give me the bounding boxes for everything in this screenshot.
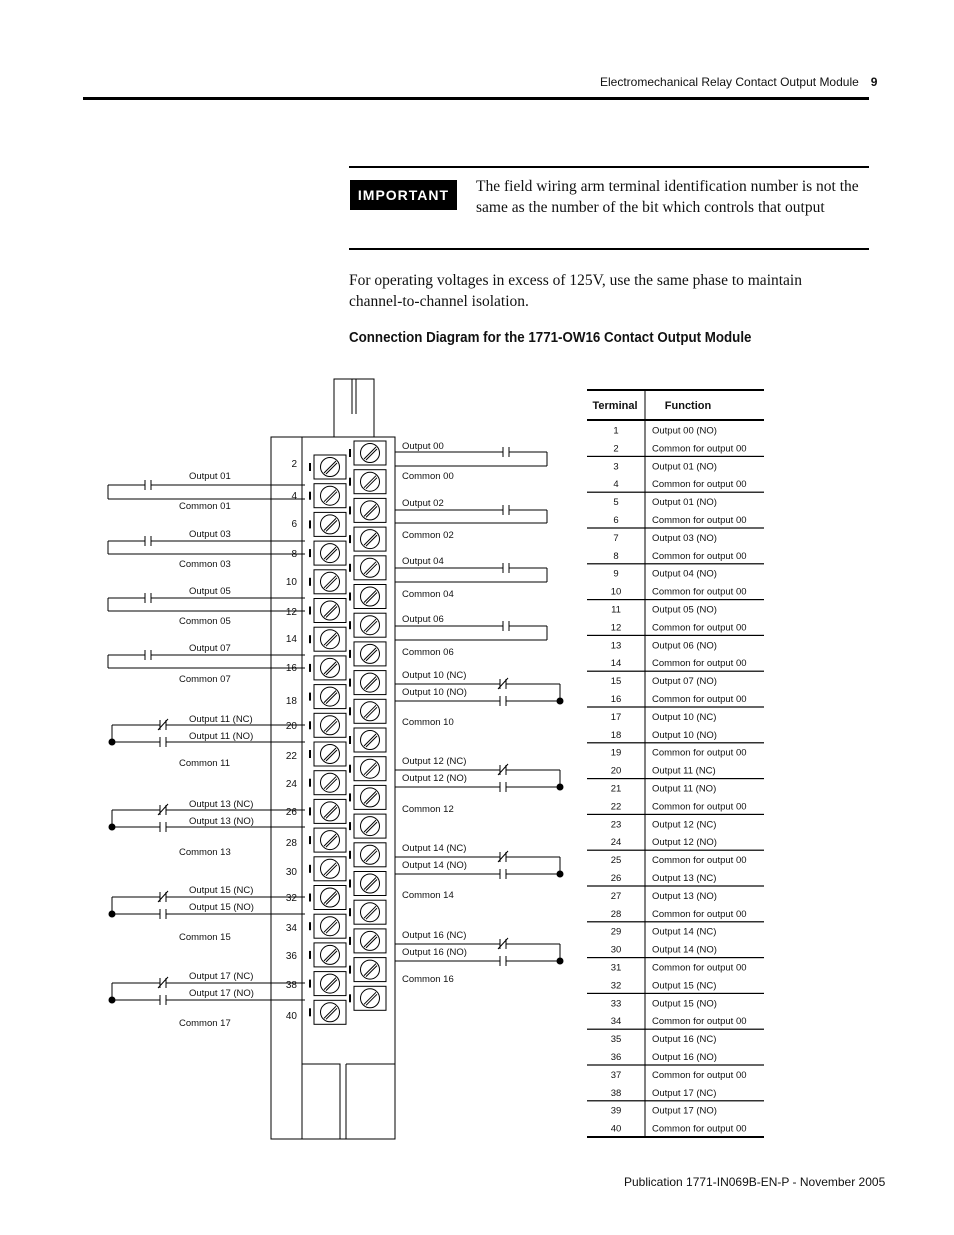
left-screw-slot	[326, 922, 337, 933]
table-cell-terminal: 19	[610, 747, 622, 759]
left-screw-slot	[324, 920, 336, 932]
table-cell-function: Output 17 (NO)	[652, 1105, 717, 1117]
left-screw-slot	[324, 1006, 336, 1018]
right-screw-slot	[364, 849, 376, 861]
left-common-label: Common 17	[179, 1018, 231, 1029]
left-nc-label: Output 11 (NC)	[189, 714, 253, 725]
left-screw-slot	[326, 520, 337, 531]
left-common-label: Common 01	[179, 501, 231, 512]
table-cell-function: Output 11 (NO)	[652, 783, 717, 795]
right-output-label: Output 00	[402, 441, 444, 452]
left-nc-label: Output 17 (NC)	[189, 971, 254, 982]
table-row-rule	[587, 527, 764, 528]
left-screw-slot	[326, 779, 337, 790]
table-cell-function: Output 12 (NO)	[652, 837, 717, 849]
right-screw-slot	[364, 763, 376, 775]
table-cell-terminal: 34	[610, 1016, 622, 1028]
table-row-rule	[587, 671, 764, 672]
left-screw-slot	[324, 691, 336, 703]
table-cell-terminal: 3	[613, 461, 619, 473]
table-cell-terminal: 9	[613, 568, 619, 580]
left-screw-slot	[324, 719, 336, 731]
right-screw-slot	[366, 765, 377, 776]
table-row-rule	[587, 492, 764, 493]
left-screw-slot	[324, 605, 336, 617]
table-cell-terminal: 16	[610, 693, 622, 705]
table-cell-terminal: 35	[610, 1034, 622, 1046]
left-screw-slot	[324, 576, 336, 588]
table-cell-function: Common for output 00	[652, 1123, 747, 1135]
table-cell-function: Common for output 00	[652, 1016, 747, 1028]
right-common-label: Common 02	[402, 530, 454, 541]
table-row-rule	[587, 993, 764, 994]
table-cell-function: Common for output 00	[652, 1069, 747, 1081]
left-screw-slot	[326, 721, 337, 732]
right-common-label: Common 16	[402, 974, 454, 985]
right-screw-slot	[364, 734, 376, 746]
right-common-label: Common 10	[402, 717, 454, 728]
wiring-arm-latch	[334, 379, 374, 437]
left-screw-slot	[326, 463, 337, 474]
right-no-label: Output 12 (NO)	[402, 773, 467, 784]
table-cell-function: Common for output 00	[652, 658, 747, 670]
right-nc-label: Output 10 (NC)	[402, 670, 467, 681]
right-screw-slot	[364, 447, 376, 459]
table-cell-terminal: 20	[610, 765, 622, 777]
table-row-rule	[587, 456, 764, 457]
table-row-rule	[587, 1029, 764, 1030]
table-cell-terminal: 2	[613, 443, 619, 455]
table-cell-function: Common for output 00	[652, 747, 747, 759]
right-screw-slot	[366, 966, 377, 977]
table-cell-terminal: 31	[610, 962, 622, 974]
left-common-label: Common 03	[179, 559, 231, 570]
terminal-number: 32	[285, 893, 297, 904]
left-screw-slot	[326, 549, 337, 560]
section-title: Electromechanical Relay Contact Output Module	[600, 75, 859, 89]
right-screw-slot	[364, 562, 376, 574]
table-cell-function: Common for output 00	[652, 550, 747, 562]
table-cell-function: Output 17 (NC)	[652, 1087, 717, 1099]
left-screw-slot	[326, 894, 337, 905]
right-nc-label: Output 12 (NC)	[402, 756, 467, 767]
table-cell-terminal: 4	[613, 479, 619, 491]
left-screw-slot	[324, 949, 336, 961]
terminal-number: 38	[285, 980, 297, 991]
table-header-terminal: Terminal	[592, 400, 638, 412]
table-cell-terminal: 29	[610, 926, 622, 938]
table-cell-function: Output 15 (NO)	[652, 998, 717, 1010]
table-cell-terminal: 12	[610, 622, 622, 634]
table-cell-terminal: 38	[610, 1087, 622, 1099]
table-cell-function: Output 14 (NO)	[652, 944, 717, 956]
left-output-label: Output 01	[189, 471, 231, 482]
right-screw-slot	[364, 504, 376, 516]
table-row-rule	[587, 635, 764, 636]
left-common-label: Common 13	[179, 847, 231, 858]
table-cell-terminal: 26	[610, 872, 622, 884]
table-cell-function: Output 10 (NO)	[652, 729, 717, 741]
left-screw-slot	[324, 748, 336, 760]
left-screw-slot	[326, 750, 337, 761]
right-screw-slot	[366, 793, 377, 804]
terminal-number: 26	[285, 807, 297, 818]
right-screw-slot	[366, 822, 377, 833]
table-cell-function: Common for output 00	[652, 908, 747, 920]
table-cell-function: Common for output 00	[652, 855, 747, 867]
right-screw-slot	[366, 564, 377, 575]
terminal-number: 12	[285, 607, 297, 618]
right-screw-slot	[364, 791, 376, 803]
table-cell-terminal: 28	[610, 908, 622, 920]
left-screw-slot	[324, 461, 336, 473]
table-header-function: Function	[664, 400, 712, 412]
left-screw-slot	[326, 664, 337, 675]
table-cell-terminal: 22	[610, 801, 622, 813]
terminal-number: 4	[291, 491, 297, 502]
table-row-rule	[587, 957, 764, 958]
left-screw-slot	[324, 518, 336, 530]
table-cell-terminal: 27	[610, 890, 622, 902]
table-row-rule	[587, 706, 764, 707]
right-output-label: Output 02	[402, 498, 444, 509]
right-screw-slot	[366, 506, 377, 517]
right-screw-slot	[366, 449, 377, 460]
right-screw-slot	[364, 878, 376, 890]
right-common-label: Common 04	[402, 589, 454, 600]
table-bottom-rule	[587, 1136, 764, 1138]
right-output-label: Output 06	[402, 614, 444, 625]
table-cell-function: Common for output 00	[652, 693, 747, 705]
left-output-label: Output 07	[189, 643, 231, 654]
right-screw-slot	[364, 992, 376, 1004]
table-cell-terminal: 32	[610, 980, 622, 992]
table-cell-terminal: 21	[610, 783, 622, 795]
important-text: The field wiring arm terminal identification number is not the same as the number of the bit which controls that output	[476, 178, 859, 216]
left-screw-slot	[326, 693, 337, 704]
right-screw-slot	[364, 648, 376, 660]
right-screw-slot	[364, 533, 376, 545]
left-nc-label: Output 13 (NC)	[189, 799, 254, 810]
right-screw-slot	[366, 650, 377, 661]
left-screw-slot	[324, 633, 336, 645]
right-screw-slot	[364, 705, 376, 717]
table-cell-terminal: 36	[610, 1051, 622, 1063]
right-common-label: Common 14	[402, 890, 454, 901]
table-cell-terminal: 25	[610, 855, 622, 867]
right-screw-slot	[364, 820, 376, 832]
page-number: 9	[870, 75, 878, 89]
left-no-label: Output 17 (NO)	[189, 988, 254, 999]
right-screw-slot	[364, 476, 376, 488]
right-common-label: Common 00	[402, 471, 454, 482]
left-screw-slot	[326, 607, 337, 618]
left-screw-slot	[326, 635, 337, 646]
table-cell-terminal: 24	[610, 837, 622, 849]
terminal-number: 16	[285, 663, 297, 674]
table-cell-terminal: 7	[613, 532, 619, 544]
right-no-label: Output 16 (NO)	[402, 947, 467, 958]
right-screw-slot	[364, 935, 376, 947]
left-common-label: Common 11	[179, 758, 231, 769]
left-screw-slot	[324, 863, 336, 875]
right-screw-slot	[366, 621, 377, 632]
isolation-paragraph: For operating voltages in excess of 125V, use the same phase to maintain channel-to-channel isolation.	[349, 272, 802, 310]
terminal-number: 34	[285, 923, 297, 934]
right-screw-slot	[364, 677, 376, 689]
table-cell-function: Common for output 00	[652, 514, 747, 526]
left-screw-slot	[324, 547, 336, 559]
right-nc-label: Output 14 (NC)	[402, 843, 467, 854]
right-screw-slot	[366, 994, 377, 1005]
left-screw-slot	[324, 834, 336, 846]
left-screw-slot	[324, 978, 336, 990]
left-output-label: Output 05	[189, 586, 231, 597]
table-cell-function: Output 03 (NO)	[652, 532, 717, 544]
table-cell-terminal: 30	[610, 944, 622, 956]
table-cell-function: Output 01 (NO)	[652, 461, 717, 473]
right-screw-slot	[366, 679, 377, 690]
right-screw-slot	[366, 535, 377, 546]
right-screw-slot	[364, 906, 376, 918]
left-screw-slot	[324, 490, 336, 502]
terminal-number: 20	[285, 721, 297, 732]
table-row-rule	[587, 850, 764, 851]
table-row-rule	[587, 1100, 764, 1101]
table-cell-terminal: 18	[610, 729, 622, 741]
left-screw-slot	[326, 1008, 337, 1019]
left-common-label: Common 05	[179, 616, 231, 627]
table-cell-terminal: 23	[610, 819, 622, 831]
right-screw-slot	[366, 880, 377, 891]
table-cell-function: Output 12 (NC)	[652, 819, 717, 831]
table-row-rule	[587, 742, 764, 743]
table-top-rule	[587, 389, 764, 391]
right-output-label: Output 04	[402, 556, 444, 567]
left-screw-slot	[324, 662, 336, 674]
table-cell-terminal: 15	[610, 676, 622, 688]
table-cell-function: Output 13 (NC)	[652, 872, 717, 884]
right-screw-slot	[366, 937, 377, 948]
table-cell-terminal: 17	[610, 711, 622, 723]
left-nc-label: Output 15 (NC)	[189, 885, 254, 896]
table-cell-terminal: 37	[610, 1069, 622, 1081]
table-cell-terminal: 13	[610, 640, 622, 652]
table-cell-function: Output 06 (NO)	[652, 640, 717, 652]
right-screw-slot	[366, 478, 377, 489]
left-screw-slot	[324, 777, 336, 789]
left-screw-slot	[324, 892, 336, 904]
left-screw-slot	[326, 836, 337, 847]
right-common-label: Common 06	[402, 647, 454, 658]
table-cell-terminal: 40	[610, 1123, 622, 1135]
terminal-number: 36	[285, 951, 297, 962]
important-badge: IMPORTANT	[350, 180, 457, 210]
left-screw-slot	[326, 865, 337, 876]
terminal-number: 8	[291, 549, 297, 560]
left-screw-slot	[324, 805, 336, 817]
left-screw-slot	[326, 492, 337, 503]
terminal-number: 24	[285, 779, 297, 790]
right-screw-slot	[366, 851, 377, 862]
table-row-rule	[587, 921, 764, 922]
table-cell-function: Output 01 (NO)	[652, 497, 717, 509]
right-screw-slot	[366, 593, 377, 604]
left-screw-slot	[326, 807, 337, 818]
table-cell-terminal: 10	[610, 586, 622, 598]
terminal-number: 2	[291, 459, 297, 470]
table-cell-function: Common for output 00	[652, 801, 747, 813]
wiring-arm-foot	[302, 1064, 340, 1139]
left-common-label: Common 15	[179, 932, 231, 943]
right-common-label: Common 12	[402, 804, 454, 815]
table-cell-function: Common for output 00	[652, 962, 747, 974]
table-cell-function: Output 16 (NC)	[652, 1034, 717, 1046]
table-cell-function: Output 14 (NC)	[652, 926, 717, 938]
table-cell-function: Output 13 (NO)	[652, 890, 717, 902]
right-screw-slot	[364, 619, 376, 631]
right-screw-slot	[366, 908, 377, 919]
left-screw-slot	[326, 951, 337, 962]
right-screw-slot	[364, 591, 376, 603]
left-no-label: Output 11 (NO)	[189, 731, 254, 742]
terminal-number: 14	[285, 634, 297, 645]
left-output-label: Output 03	[189, 529, 231, 540]
table-cell-function: Output 05 (NO)	[652, 604, 717, 616]
table-cell-function: Common for output 00	[652, 586, 747, 598]
terminal-number: 10	[285, 577, 297, 588]
terminal-number: 18	[285, 696, 297, 707]
table-row-rule	[587, 599, 764, 600]
publication-footer: Publication 1771-IN069B-EN-P - November 2005	[624, 1175, 886, 1189]
table-cell-function: Output 07 (NO)	[652, 676, 717, 688]
table-cell-terminal: 39	[610, 1105, 622, 1117]
right-screw-slot	[364, 964, 376, 976]
table-row-rule	[587, 1064, 764, 1065]
terminal-number: 22	[285, 751, 297, 762]
diagram-title: Connection Diagram for the 1771-OW16 Contact Output Module	[349, 330, 752, 346]
right-screw-slot	[366, 736, 377, 747]
table-cell-function: Output 00 (NO)	[652, 425, 717, 437]
right-nc-label: Output 16 (NC)	[402, 930, 467, 941]
table-cell-function: Output 11 (NC)	[652, 765, 716, 777]
table-cell-function: Common for output 00	[652, 443, 747, 455]
table-cell-terminal: 8	[613, 550, 619, 562]
terminal-number: 40	[285, 1011, 297, 1022]
table-cell-terminal: 1	[613, 425, 619, 437]
right-no-label: Output 14 (NO)	[402, 860, 467, 871]
table-header-rule	[587, 419, 764, 421]
table-cell-terminal: 11	[611, 604, 621, 616]
right-screw-slot	[366, 707, 377, 718]
left-no-label: Output 13 (NO)	[189, 816, 254, 827]
table-cell-function: Output 10 (NC)	[652, 711, 717, 723]
table-cell-terminal: 6	[613, 514, 619, 526]
left-screw-slot	[326, 980, 337, 991]
terminal-number: 28	[285, 838, 297, 849]
table-cell-function: Output 15 (NC)	[652, 980, 717, 992]
table-cell-function: Output 04 (NO)	[652, 568, 717, 580]
table-cell-terminal: 5	[613, 497, 619, 509]
left-no-label: Output 15 (NO)	[189, 902, 254, 913]
table-row-rule	[587, 814, 764, 815]
left-screw-slot	[326, 578, 337, 589]
table-cell-function: Common for output 00	[652, 622, 747, 634]
table-row-rule	[587, 885, 764, 886]
table-cell-terminal: 33	[610, 998, 622, 1010]
left-common-label: Common 07	[179, 674, 231, 685]
table-cell-function: Output 16 (NO)	[652, 1051, 717, 1063]
table-row-rule	[587, 563, 764, 564]
terminal-number: 30	[285, 867, 297, 878]
table-cell-function: Common for output 00	[652, 479, 747, 491]
table-cell-terminal: 14	[610, 658, 622, 670]
right-no-label: Output 10 (NO)	[402, 687, 467, 698]
table-row-rule	[587, 778, 764, 779]
terminal-number: 6	[291, 519, 297, 530]
